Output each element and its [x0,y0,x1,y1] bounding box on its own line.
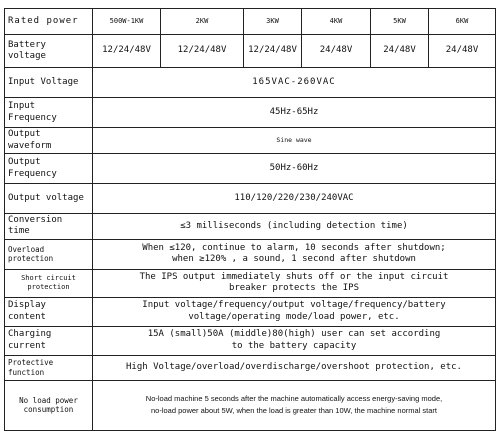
output-frequency-label: Output Frequency [5,154,93,184]
output-frequency-row [5,154,496,184]
protective-function-label: Protective function [5,355,93,380]
overload-protection-line-2: when ≥120% , a sound, 1 second after shutdown [172,254,416,264]
protective-function-value: High Voltage/overload/overdischarge/overshoot protection, etc. [93,355,496,380]
output-voltage-label: Output voltage [5,184,93,214]
display-content-row [5,297,496,326]
no-load-power-row [5,380,496,430]
output-frequency-value: 50Hz-60Hz [93,154,496,184]
model-2kw: 2KW [161,9,244,35]
rated-power-row [5,9,496,35]
short-circuit-value [93,269,496,297]
battery-voltage-5kw: 24/48V [371,35,429,68]
input-frequency-row [5,98,496,128]
overload-protection-row [5,239,496,269]
charging-current-line-2: to the battery capacity [231,340,357,351]
no-load-power-label-line-2: consumption [23,405,74,414]
charging-current-value [93,326,496,355]
battery-voltage-2kw: 12/24/48V [161,35,244,68]
overload-protection-value [93,239,496,269]
battery-voltage-row [5,35,496,68]
charging-current-row [5,326,496,355]
input-voltage-row [5,68,496,98]
short-circuit-line-1: The IPS output immediately shuts off or the input circuit [139,271,449,282]
conversion-time-row [5,214,496,240]
no-load-power-label-line-1: No load power [19,395,78,405]
model-6kw: 6KW [429,9,496,35]
charging-current-line-1: 15A (small)50A (middle)80(high) user can set according [147,329,441,340]
input-voltage-value: 165VAC-260VAC [93,68,496,98]
conversion-time-label: Conversion time [5,214,93,240]
display-content-value [93,297,496,326]
no-load-power-value [93,380,496,430]
protective-function-row [5,355,496,380]
model-500w-1kw: 500W-1KW [93,9,161,35]
model-4kw: 4KW [302,9,371,35]
rated-power-label: Rated power [5,9,93,35]
spec-table [4,8,496,431]
overload-protection-line-1: When ≤120, continue to alarm, 10 seconds after shutdown; [142,242,446,253]
short-circuit-row [5,269,496,297]
short-circuit-label [5,269,93,297]
battery-voltage-6kw: 24/48V [429,35,496,68]
battery-voltage-3kw: 12/24/48V [244,35,302,68]
short-circuit-label-line-1: Short circuit [21,274,76,283]
overload-protection-label: Overload protection [5,239,93,269]
display-content-label: Display content [5,297,93,326]
no-load-power-line-2: no-load power about 5W, when the load is greater than 10W, the machine normal start [151,406,437,415]
output-waveform-label: Output waveform [5,128,93,154]
short-circuit-label-line-2: protection [27,283,70,291]
output-voltage-value: 110/120/220/230/240VAC [93,184,496,214]
no-load-power-label [5,380,93,430]
no-load-power-line-1: No-load machine 5 seconds after the machine automatically access energy-saving mode, [145,394,443,403]
short-circuit-line-2: breaker protects the IPS [228,283,360,293]
input-frequency-value: 45Hz-65Hz [93,98,496,128]
output-voltage-row [5,184,496,214]
charging-current-label: Charging current [5,326,93,355]
input-voltage-label: Input Voltage [5,68,93,98]
battery-voltage-500w-1kw: 12/24/48V [93,35,161,68]
model-5kw: 5KW [371,9,429,35]
model-3kw: 3KW [244,9,302,35]
display-content-line-1: Input voltage/frequency/output voltage/frequency/battery [142,300,446,311]
battery-voltage-label: Battery voltage [5,35,93,68]
output-waveform-row [5,128,496,154]
battery-voltage-4kw: 24/48V [302,35,371,68]
output-waveform-value: Sine wave [93,128,496,154]
conversion-time-value: ≤3 milliseconds (including detection time) [93,214,496,240]
input-frequency-label: Input Frequency [5,98,93,128]
display-content-line-2: voltage/operating mode/load power, etc. [188,311,400,322]
